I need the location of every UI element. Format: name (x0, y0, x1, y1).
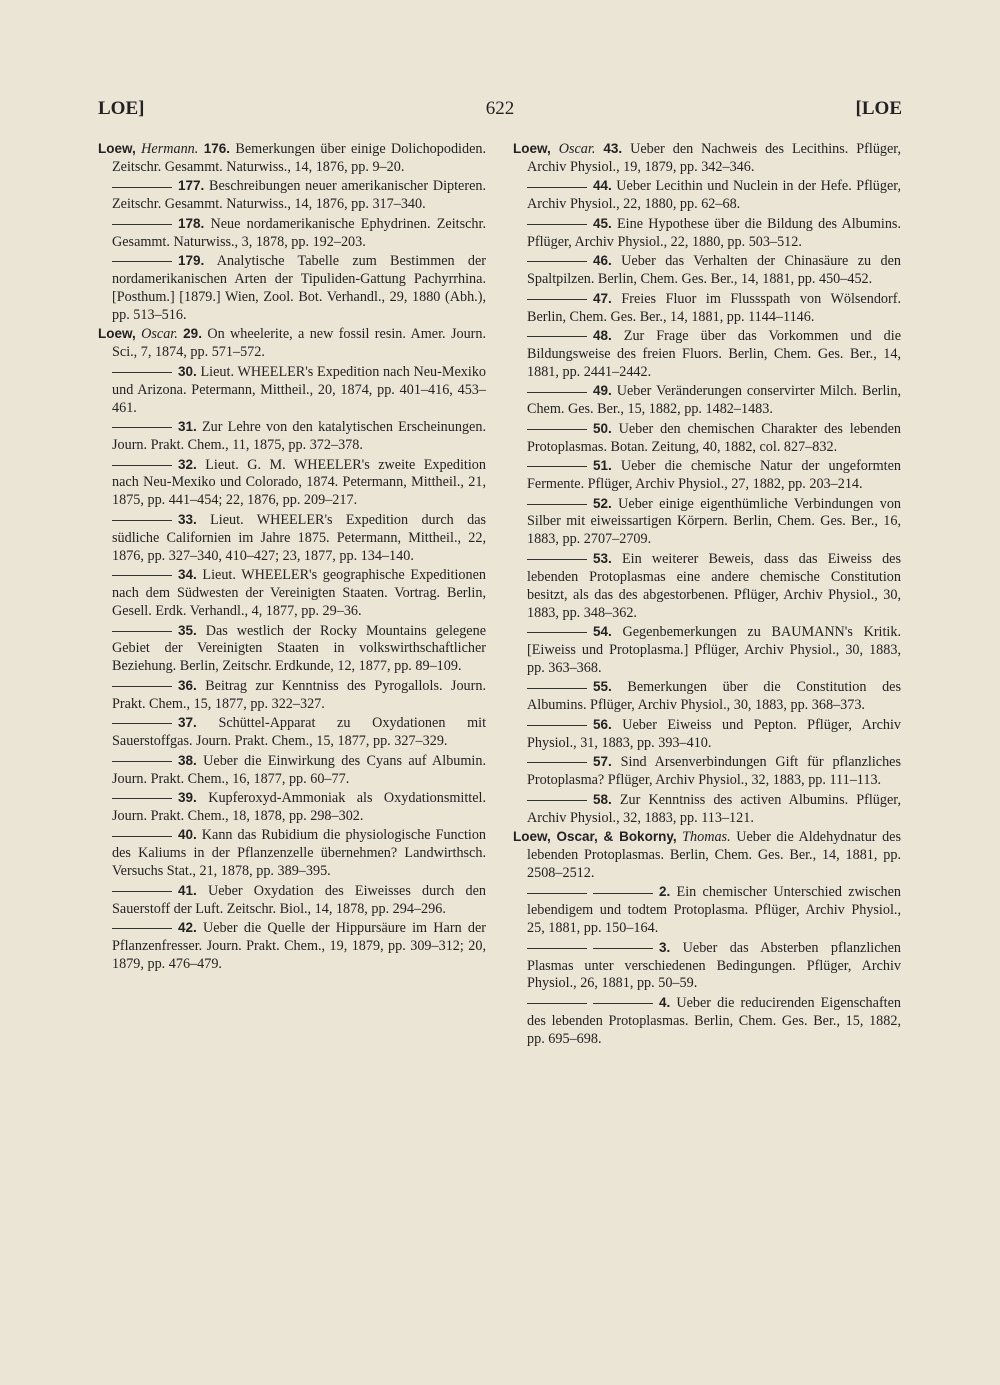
bibliography-entry (513, 382, 901, 419)
repeat-author-dash (527, 429, 587, 430)
repeat-author-dash (112, 686, 172, 687)
repeat-author-dash (527, 1003, 587, 1004)
entry-number: 40. (178, 827, 197, 843)
entry-text: Bemerkungen über einige Dolichopodiden. Zeitschr. Gesammt. Naturwiss., 14, 1876, pp. 9–20. (112, 141, 487, 175)
entry-number: 36. (178, 677, 197, 693)
bibliography-entry (98, 919, 486, 974)
repeat-author-dash (593, 948, 653, 949)
bibliography-entry (98, 789, 486, 826)
entry-text: Ueber die chemische Natur der ungeformten Fermente. Pflüger, Archiv Physiol., 27, 1882, pp. 203–214. (527, 458, 901, 493)
repeat-author-dash (112, 723, 172, 724)
entry-text: Ein chemischer Unterschied zwischen lebendigem und todtem Protoplasma. Pflüger, Archiv Physiol., 25, 1881, pp. 150–164. (527, 884, 902, 937)
bibliography-entry (98, 456, 486, 511)
entry-number: 178. (178, 215, 205, 231)
entry-text: Freies Fluor im Flussspath von Wölsendorf. Berlin, Chem. Ges. Ber., 14, 1881, pp. 1144–1146. (527, 290, 901, 325)
bibliography-entry (513, 327, 901, 382)
entry-text: Ueber Veränderungen conservirter Milch. Berlin, Chem. Ges. Ber., 15, 1882, pp. 1482–1483. (527, 383, 901, 418)
bibliography-entry (513, 457, 901, 494)
entry-text: On wheelerite, a new fossil resin. Amer. Journ. Sci., 7, 1874, pp. 571–572. (112, 326, 487, 361)
bibliography-entry (98, 363, 486, 418)
entry-number: 54. (593, 624, 612, 640)
entry-number: 29. (183, 326, 202, 342)
running-head (98, 98, 902, 128)
entry-number: 34. (178, 567, 197, 583)
entry-text: Neue nordamerikanische Ephydrinen. Zeitschr. Gesammt. Naturwiss., 3, 1878, pp. 192–203. (112, 215, 487, 250)
bibliography-entry (98, 418, 486, 455)
bibliography-entry (98, 566, 486, 621)
entry-text: Eine Hypothese über die Bildung des Albumins. Pflüger, Archiv Physiol., 22, 1880, pp. 503–512. (527, 215, 901, 250)
author-forename: Oscar. (558, 141, 596, 157)
repeat-author-dash (527, 762, 587, 763)
entry-number: 48. (593, 328, 612, 344)
entry-text: Schüttel-Apparat zu Oxydationen mit Sauerstoffgas. Journ. Prakt. Chem., 15, 1877, pp. 327–329. (112, 715, 487, 750)
entry-number: 46. (593, 253, 612, 269)
repeat-author-dash (112, 928, 172, 929)
bibliography-entry (98, 177, 486, 214)
entry-number: 4. (659, 994, 671, 1010)
bibliography-entry (98, 714, 486, 751)
repeat-author-dash (527, 632, 587, 633)
entry-number: 2. (659, 884, 671, 900)
entry-number: 43. (603, 141, 623, 156)
entry-text: Ueber die Aldehydnatur des lebenden Protoplasmas. Berlin, Chem. Ges. Ber., 14, 1881, pp. 2508–2512. (527, 829, 902, 881)
repeat-author-dash (112, 187, 172, 188)
bibliography-entry (513, 420, 901, 457)
repeat-author-dash (527, 187, 587, 188)
entry-number: 33. (178, 511, 197, 527)
repeat-author-dash (112, 631, 172, 632)
entry-text: Lieut. WHEELER's Expedition nach Neu-Mexiko und Arizona. Petermann, Mittheil., 20, 1874, pp. 401–416, 453–461. (112, 363, 487, 416)
entry-number: 41. (178, 882, 197, 898)
repeat-author-dash (527, 688, 587, 689)
bibliography-entry (513, 550, 901, 623)
entry-text: Beitrag zur Kenntniss des Pyrogallols. Journ. Prakt. Chem., 15, 1877, pp. 322–327. (112, 677, 486, 712)
bibliography-entry (98, 677, 486, 714)
repeat-author-dash (112, 575, 172, 576)
page-number: 622 (485, 98, 515, 119)
repeat-author-dash (593, 893, 653, 894)
bibliography-entry (513, 495, 901, 550)
entry-text: Ueber den chemischen Charakter des lebenden Protoplasmas. Botan. Zeitung, 40, 1882, col. 827–832. (527, 420, 901, 455)
entry-text: Ueber Eiweiss und Pepton. Pflüger, Archiv Physiol., 31, 1883, pp. 393–410. (527, 716, 902, 751)
entry-number: 44. (593, 178, 612, 194)
repeat-author-dash (527, 336, 587, 337)
entry-text: Ueber einige eigenthümliche Verbindungen von Silber mit eiweissartigen Körpern. Berlin, Chem. Ges. Ber., 16, 1883, pp. 2707–2709. (527, 495, 902, 548)
entry-text: Analytische Tabelle zum Bestimmen der nordamerikanischen Arten der Tipuliden-Gattung Pachyrrhina. [Posthum.] [1879.] Wien, Zool. Bot. Verhandl., 29, 1880 (Abh.), pp. 513–516. (112, 253, 486, 323)
entry-text: Ein weiterer Beweis, dass das Eiweiss des lebenden Protoplasmas eine andere chemische Constitution besitzt, als das des abgestorbenen. Pflüger, Archiv Physiol., 30, 1883, pp. 348–362. (527, 550, 901, 621)
repeat-author-dash (527, 725, 587, 726)
entry-text: Kupferoxyd-Ammoniak als Oxydationsmittel. Journ. Prakt. Chem., 18, 1878, pp. 298–302. (112, 790, 486, 824)
repeat-author-dash (112, 891, 172, 892)
bibliography-entry (98, 252, 486, 325)
repeat-author-dash (527, 392, 587, 393)
entry-number: 39. (178, 790, 197, 806)
entry-text: Gegenbemerkungen zu BAUMANN's Kritik. [Eiweiss und Protoplasma.] Pflüger, Archiv Physiol., 30, 1883, pp. 363–368. (527, 624, 902, 676)
entry-text: Bemerkungen über die Constitution des Albumins. Pflüger, Archiv Physiol., 30, 1883, pp. 368–373. (527, 679, 902, 714)
bibliography-entry (513, 791, 901, 828)
bibliography-entry (513, 215, 901, 252)
left-column (98, 140, 486, 974)
entry-number: 179. (178, 253, 205, 269)
entry-text: Lieut. WHEELER's geographische Expeditionen nach dem Südwesten der Vereinigten Staaten. Vortrag. Berlin, Gesell. Erdk. Verhandl., 4, 1877, pp. 29–36. (112, 567, 486, 619)
repeat-author-dash (112, 520, 172, 521)
bibliography-entry (98, 215, 486, 252)
entry-number: 55. (593, 679, 612, 695)
author-name: Loew, (513, 141, 551, 156)
entry-text: Sind Arsenverbindungen Gift für pflanzliches Protoplasma? Pflüger, Archiv Physiol., 32, 1883, pp. 111–113. (527, 754, 901, 789)
entry-number: 35. (178, 622, 197, 638)
repeat-author-dash (527, 466, 587, 467)
entry-text: Lieut. WHEELER's Expedition durch das südliche Californien im Jahre 1875. Petermann, Mittheil., 22, 1876, pp. 327–340, 410–427; 23, 1877, pp. 134–140. (112, 511, 487, 564)
entry-number: 56. (593, 716, 612, 732)
entry-text: Ueber das Absterben pflanzlichen Plasmas unter verschiedenen Bedingungen. Pflüger, Archiv Physiol., 26, 1881, pp. 50–59. (527, 939, 902, 992)
repeat-author-dash (527, 299, 587, 300)
bibliography-entry (513, 252, 901, 289)
bibliography-entry (98, 325, 486, 362)
entry-number: 176. (203, 141, 230, 156)
repeat-author-dash (527, 504, 587, 505)
bibliography-entry (98, 140, 486, 177)
bibliography-entry (513, 623, 901, 678)
entry-text: Zur Frage über das Vorkommen und die Bildungsweise des freien Fluors. Berlin, Chem. Ges. Ber., 14, 1881, pp. 2441–2442. (527, 328, 901, 380)
bibliography-entry (513, 828, 901, 883)
bibliography-entry (98, 882, 486, 919)
bibliography-entry (513, 716, 901, 753)
entry-text: Ueber Lecithin und Nuclein in der Hefe. Pflüger, Archiv Physiol., 22, 1880, pp. 62–68. (527, 178, 901, 213)
repeat-author-dash (527, 261, 587, 262)
bibliography-entry (98, 752, 486, 789)
entry-text: Ueber die Quelle der Hippursäure im Harn der Pflanzenfresser. Journ. Prakt. Chem., 19, 1879, pp. 309–312; 20, 1879, pp. 476–479. (112, 920, 486, 972)
author-forename: Hermann. (141, 141, 199, 157)
entry-text: Ueber das Verhalten der Chinasäure zu den Spaltpilzen. Berlin, Chem. Ges. Ber., 14, 1881, pp. 450–452. (527, 253, 901, 288)
bibliography-entry (513, 883, 901, 938)
author-name: Loew, (98, 326, 136, 342)
entry-text: Ueber die Einwirkung des Cyans auf Albumin. Journ. Prakt. Chem., 16, 1877, pp. 60–77. (112, 752, 487, 787)
entry-text: Lieut. G. M. WHEELER's zweite Expedition nach Neu-Mexiko und Colorado, 1874. Petermann, Mittheil., 21, 1875, pp. 441–454; 22, 1876, pp. 209–217. (112, 456, 486, 509)
right-column (513, 140, 901, 1049)
repeat-author-dash (112, 836, 172, 837)
entry-number: 50. (593, 420, 612, 436)
bibliography-entry (513, 140, 901, 177)
author-forename: Oscar. (141, 326, 178, 343)
entry-number: 177. (178, 178, 205, 194)
entry-text: Zur Kenntniss des activen Albumins. Pflüger, Archiv Physiol., 32, 1883, pp. 113–121. (527, 791, 901, 826)
entry-number: 42. (178, 920, 197, 936)
repeat-author-dash (112, 761, 172, 762)
repeat-author-dash (527, 559, 587, 560)
bibliography-entry (513, 678, 901, 715)
bibliography-entry (513, 939, 901, 994)
entry-number: 37. (178, 715, 197, 731)
bibliography-entry (98, 826, 486, 881)
entry-number: 57. (593, 754, 612, 770)
entry-text: Zur Lehre von den katalytischen Erscheinungen. Journ. Prakt. Chem., 11, 1875, pp. 372–378. (112, 419, 486, 454)
repeat-author-dash (112, 465, 172, 466)
entry-number: 30. (178, 363, 197, 379)
repeat-author-dash (527, 948, 587, 949)
entry-number: 51. (593, 458, 612, 474)
entry-number: 38. (178, 752, 197, 768)
author-name: Loew, Oscar, & Bokorny, (513, 829, 677, 845)
entry-number: 45. (593, 215, 612, 231)
bibliography-entry (513, 290, 901, 327)
bibliography-entry (513, 177, 901, 214)
bibliography-entry (513, 753, 901, 790)
entry-text: Ueber die reducirenden Eigenschaften des lebenden Protoplasmas. Berlin, Chem. Ges. Ber., 15, 1882, pp. 695–698. (527, 994, 902, 1047)
entry-text: Das westlich der Rocky Mountains gelegene Gebiet der Vereinigten Staaten in volkswirthschaftlicher Beziehung. Berlin, Zeitschr. Erdkunde, 12, 1877, pp. 89–109. (112, 622, 486, 675)
entry-text: Ueber den Nachweis des Lecithins. Pflüger, Archiv Physiol., 19, 1879, pp. 342–346. (527, 141, 902, 175)
author-name: Loew, (98, 141, 136, 156)
repeat-author-dash (527, 800, 587, 801)
repeat-author-dash (112, 798, 172, 799)
entry-number: 31. (178, 419, 197, 435)
repeat-author-dash (112, 427, 172, 428)
entry-number: 49. (593, 383, 612, 399)
bibliography-entry (98, 622, 486, 677)
running-head-right: [LOE (855, 98, 902, 119)
bibliography-entry (513, 994, 901, 1049)
repeat-author-dash (112, 372, 172, 373)
repeat-author-dash (593, 1003, 653, 1004)
author-forename: Thomas. (682, 829, 731, 846)
repeat-author-dash (527, 224, 587, 225)
entry-number: 53. (593, 550, 612, 566)
repeat-author-dash (112, 224, 172, 225)
entry-text: Ueber Oxydation des Eiweisses durch den Sauerstoff der Luft. Zeitschr. Biol., 14, 1878, pp. 294–296. (112, 882, 486, 917)
running-head-left: LOE] (98, 98, 145, 119)
entry-number: 47. (593, 290, 612, 306)
entry-number: 52. (593, 495, 612, 511)
entry-number: 3. (659, 939, 671, 955)
repeat-author-dash (112, 261, 172, 262)
repeat-author-dash (527, 893, 587, 894)
bibliography-entry (98, 511, 486, 566)
entry-number: 32. (178, 456, 197, 472)
entry-text: Beschreibungen neuer amerikanischer Dipteren. Zeitschr. Gesammt. Naturwiss., 14, 1876, pp. 317–340. (112, 178, 487, 213)
entry-number: 58. (593, 791, 612, 807)
entry-text: Kann das Rubidium die physiologische Function des Kaliums in der Pflanzenzelle übernehmen? Landwirthsch. Versuchs Stat., 21, 1878, pp. 389–395. (112, 827, 487, 880)
